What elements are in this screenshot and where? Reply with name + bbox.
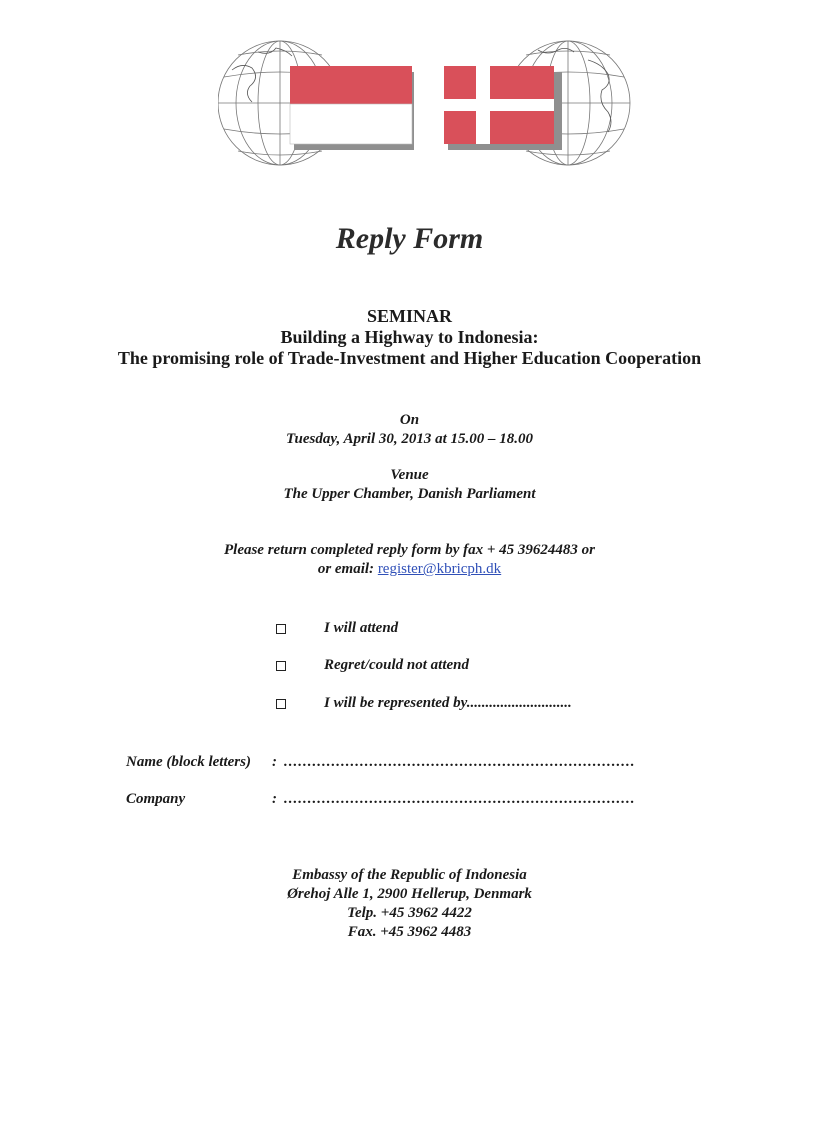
on-label: On <box>399 412 420 428</box>
checkbox[interactable] <box>276 699 286 709</box>
denmark-flag-icon <box>444 66 562 150</box>
email-link[interactable]: register@kbricph.dk <box>377 561 502 577</box>
venue-label: Venue <box>390 467 429 483</box>
address-line1: Embassy of the Republic of Indonesia <box>292 867 527 883</box>
address-fax: Fax. +45 3962 4483 <box>347 924 472 940</box>
event-date: Tuesday, April 30, 2013 at 15.00 – 18.00 <box>285 431 534 447</box>
option-label: I will be represented by............................ <box>324 695 572 711</box>
company-field-colon: : <box>272 791 277 807</box>
instructions-line2 <box>0 560 819 579</box>
indonesia-flag-icon <box>290 66 414 150</box>
company-field-label: Company <box>126 791 186 807</box>
seminar-title-line1: Building a Highway to Indonesia: <box>280 327 539 347</box>
option-label: Regret/could not attend <box>324 657 470 673</box>
option-label: I will attend <box>324 620 399 636</box>
address-line2: Ørehoj Alle 1, 2900 Hellerup, Denmark <box>287 886 532 902</box>
embassy-address <box>0 866 819 942</box>
name-field-label: Name (block letters) <box>126 754 251 770</box>
seminar-label: SEMINAR <box>366 306 452 326</box>
instructions-block <box>0 541 819 579</box>
checkbox[interactable] <box>276 661 286 671</box>
flag-white-band <box>290 104 412 144</box>
instructions-line1: Please return completed reply form by fax + 45 39624483 or <box>223 542 595 558</box>
address-phone: Telp. +45 3962 4422 <box>347 905 472 921</box>
email-prefix: or email: <box>317 561 375 577</box>
flag-cross-horizontal <box>444 99 554 111</box>
company-field-input-line[interactable]: .......................................................................... <box>284 791 636 807</box>
flag-red-band <box>290 66 412 104</box>
flags-header-graphic <box>218 30 632 180</box>
seminar-heading <box>0 306 819 369</box>
venue-text: The Upper Chamber, Danish Parliament <box>283 486 536 502</box>
name-field-colon: : <box>272 754 277 770</box>
name-field-input-line[interactable]: .......................................................................... <box>284 754 636 770</box>
checkbox[interactable] <box>276 624 286 634</box>
page-title: Reply Form <box>335 222 484 255</box>
schedule-block <box>0 411 819 449</box>
seminar-title-line2: The promising role of Trade-Investment and Higher Education Cooperation <box>117 348 702 368</box>
venue-block <box>0 466 819 504</box>
